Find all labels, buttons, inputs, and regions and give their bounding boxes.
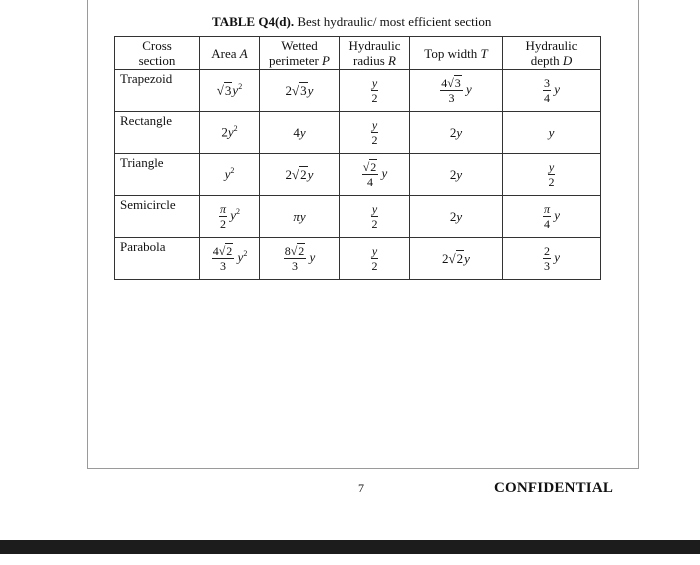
cell-area: $√3y^2$ (200, 70, 260, 112)
cell-section-name: Trapezoid (115, 70, 200, 112)
cell-hydraulic-radius: $\frac{y}{2}$ (340, 238, 410, 280)
cell-wetted-perimeter: 2√2y (260, 154, 340, 196)
table-row-semicircle (115, 196, 601, 238)
cell-section-name: Rectangle (115, 112, 200, 154)
cell-wetted-perimeter: πy (260, 196, 340, 238)
cell-wetted-perimeter: $\frac{8√2}{3}$ y (260, 238, 340, 280)
cell-hydraulic-depth: y (503, 112, 601, 154)
cell-hydraulic-radius: $\frac{y}{2}$ (340, 70, 410, 112)
cell-section-name: Semicircle (115, 196, 200, 238)
header-top-width: Top width T (410, 37, 503, 70)
bottom-bar (0, 540, 700, 554)
cell-hydraulic-radius: $\frac{y}{2}$ (340, 196, 410, 238)
table-row-triangle (115, 154, 601, 196)
header-hydraulic-depth: Hydraulic depth D (503, 37, 601, 70)
cell-area: $\frac{4√2}{3}$ $y^2$ (200, 238, 260, 280)
cell-hydraulic-depth: $\frac{2}{3}$ y (503, 238, 601, 280)
cell-top-width: 2√2y (410, 238, 503, 280)
header-row (115, 37, 601, 70)
confidential-label: CONFIDENTIAL (494, 480, 614, 496)
table-title-text: Best hydraulic/ most efficient section (294, 14, 492, 29)
page-number: 7 (358, 481, 364, 495)
header-wetted-perimeter: Wetted perimeter P (260, 37, 340, 70)
cell-wetted-perimeter: 4y (260, 112, 340, 154)
cell-hydraulic-radius: $\frac{√2}{4}$ y (340, 154, 410, 196)
cell-wetted-perimeter: 2√3y (260, 70, 340, 112)
cell-hydraulic-depth: $\frac{\pi}{4}$ y (503, 196, 601, 238)
cell-area: $2y^2$ (200, 112, 260, 154)
cell-section-name: Triangle (115, 154, 200, 196)
cell-top-width: 2y (410, 112, 503, 154)
table-title-number: TABLE Q4(d). (212, 14, 295, 29)
cell-top-width: 2y (410, 196, 503, 238)
cell-hydraulic-depth: $\frac{y}{2}$ (503, 154, 601, 196)
cell-section-name: Parabola (115, 238, 200, 280)
table-title (212, 14, 491, 30)
cell-top-width: $\frac{4√3}{3}$ y (410, 70, 503, 112)
table-row-trapezoid (115, 70, 601, 112)
cell-hydraulic-radius: $\frac{y}{2}$ (340, 112, 410, 154)
header-cross-section: Cross section (115, 37, 200, 70)
cell-area: $y^2$ (200, 154, 260, 196)
cell-area: $\frac{\pi}{2}$ $y^2$ (200, 196, 260, 238)
header-hydraulic-radius: Hydraulic radius R (340, 37, 410, 70)
cell-top-width: 2y (410, 154, 503, 196)
hydraulic-section-table (114, 36, 601, 280)
header-area: Area A (200, 37, 260, 70)
cell-hydraulic-depth: $\frac{3}{4}$ y (503, 70, 601, 112)
table-row-rectangle (115, 112, 601, 154)
table-row-parabola (115, 238, 601, 280)
